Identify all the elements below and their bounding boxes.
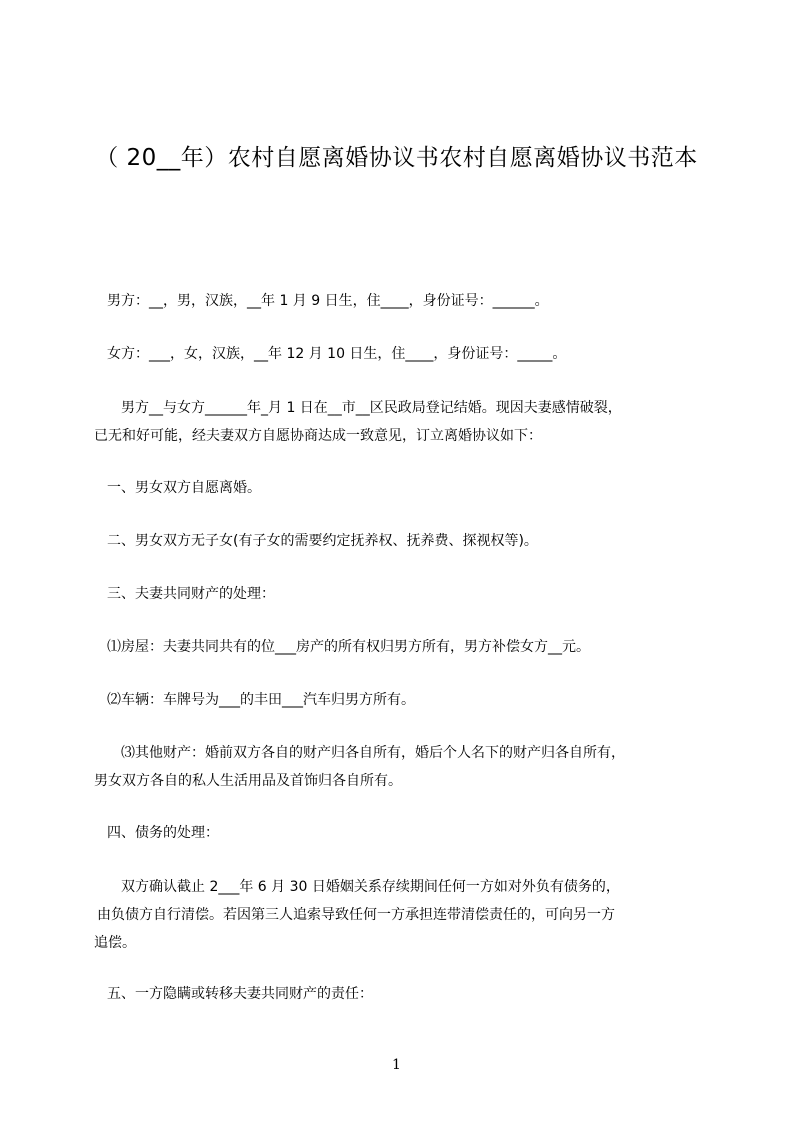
- text-line: ⑵车辆：车牌号为___的丰田___汽车归男方所有。: [107, 692, 415, 708]
- clause-4-debt: [94, 873, 697, 957]
- paragraph-male-party: [107, 287, 697, 315]
- clause-3-other-property: [94, 739, 697, 795]
- clause-5-heading: [107, 980, 697, 1008]
- text-line: ⑴房屋：夫妻共同共有的位___房产的所有权归男方所有，男方补偿女方__元。: [107, 639, 590, 655]
- text-line: 追偿。: [94, 935, 136, 951]
- document-title: （ 20__年）农村自愿离婚协议书农村自愿离婚协议书范本: [95, 145, 698, 171]
- text-line: 由负债方自行清偿。若因第三人追索导致任何一方承担连带清偿责任的，可向另一方: [97, 907, 615, 923]
- text-line: 五、一方隐瞒或转移夫妻共同财产的责任：: [107, 986, 373, 1002]
- text-line: 一、男女双方自愿离婚。: [107, 480, 261, 496]
- text-line: 二、男女双方无子女(有子女的需要约定抚养权、抚养费、探视权等)。: [107, 533, 538, 549]
- text-line: ⑶其他财产：婚前双方各自的财产归各自所有，婚后个人名下的财产归各自所有，: [107, 745, 625, 761]
- text-line: 三、夫妻共同财产的处理：: [107, 586, 275, 602]
- text-line: 男女双方各自的私人生活用品及首饰归各自所有。: [94, 773, 402, 789]
- paragraph-female-party: [107, 340, 697, 368]
- clause-3-vehicle: [107, 686, 697, 714]
- text-line: 男方：__，男，汉族，__年 1 月 9 日生，住____，身份证号：______。: [107, 293, 549, 309]
- text-line: 男方__与女方______年_月 1 日在__市__区民政局登记结婚。现因夫妻感情破裂，: [107, 400, 622, 416]
- page-number: 1: [392, 1057, 401, 1073]
- text-line: 四、债务的处理：: [107, 825, 219, 841]
- clause-3-heading: [107, 580, 697, 608]
- clause-1: [107, 474, 697, 502]
- paragraph-marriage-background: [94, 394, 697, 450]
- text-line: 双方确认截止 2___年 6 月 30 日婚姻关系存续期间任何一方如对外负有债务的，: [107, 879, 620, 895]
- clause-4-heading: [107, 819, 697, 847]
- text-line: 已无和好可能，经夫妻双方自愿协商达成一致意见，订立离婚协议如下：: [94, 428, 542, 444]
- clause-3-house: [107, 633, 697, 661]
- clause-2: [107, 527, 697, 555]
- text-line: 女方：___，女，汉族，__年 12 月 10 日生，住____，身份证号：_____。: [107, 346, 567, 362]
